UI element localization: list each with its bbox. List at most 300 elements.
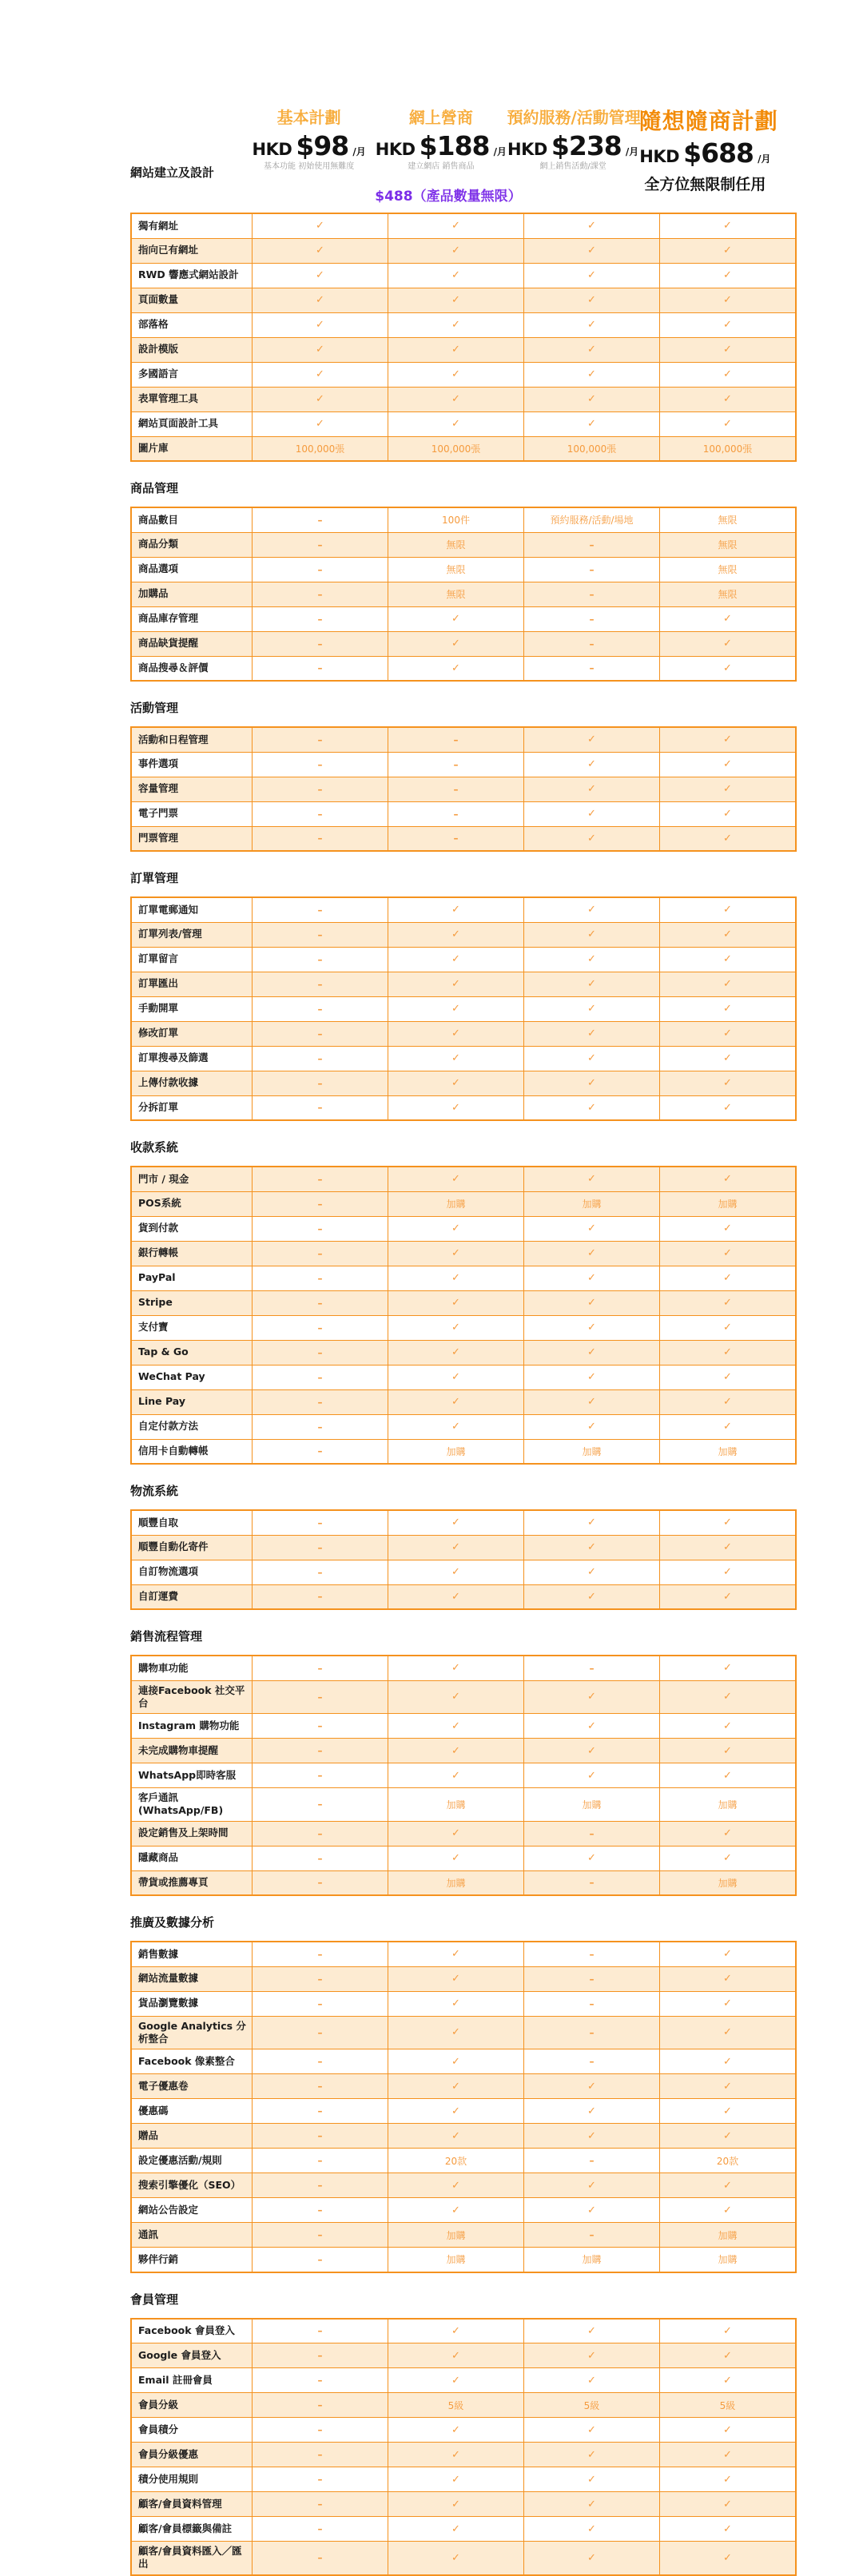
plan-price xyxy=(243,130,375,161)
check-icon: ✓ xyxy=(587,2498,596,2510)
value-cell xyxy=(660,436,797,461)
row-label: 活動和日程管理 xyxy=(131,727,253,752)
cell-value: 加購 xyxy=(718,1877,738,1889)
value-cell xyxy=(660,238,797,263)
value-cell xyxy=(524,436,660,461)
cell-value: 無限 xyxy=(718,589,738,600)
check-icon: ✓ xyxy=(723,1744,732,1757)
value-cell xyxy=(660,1365,797,1389)
value-cell xyxy=(253,1942,388,1966)
dash-icon: – xyxy=(317,2105,323,2117)
value-cell xyxy=(388,2198,524,2223)
value-cell xyxy=(253,1266,388,1290)
table-row xyxy=(131,2418,796,2443)
price-currency: HKD xyxy=(375,140,416,159)
check-icon: ✓ xyxy=(451,2026,460,2039)
check-icon: ✓ xyxy=(587,2551,596,2564)
dash-icon: – xyxy=(317,904,323,916)
value-cell xyxy=(388,972,524,996)
comparison-table xyxy=(130,1509,797,1610)
check-icon: ✓ xyxy=(587,1101,596,1114)
value-cell xyxy=(524,1788,660,1822)
table-row xyxy=(131,656,796,681)
cell-value: 加購 xyxy=(446,1799,466,1811)
check-icon: ✓ xyxy=(451,2522,460,2535)
check-icon: ✓ xyxy=(723,1852,732,1864)
dash-icon: – xyxy=(317,1102,323,1114)
check-icon: ✓ xyxy=(451,662,460,674)
value-cell xyxy=(660,947,797,972)
section-title: 會員管理 xyxy=(130,2292,179,2307)
row-label: 自訂物流選項 xyxy=(131,1560,253,1584)
table-row xyxy=(131,213,796,238)
price-amount: $688 xyxy=(683,137,754,169)
check-icon: ✓ xyxy=(723,953,732,965)
value-cell xyxy=(660,1714,797,1739)
value-cell xyxy=(660,752,797,777)
value-cell xyxy=(388,411,524,436)
value-cell xyxy=(388,2149,524,2173)
check-icon: ✓ xyxy=(587,2324,596,2337)
price-per: /月 xyxy=(625,146,639,157)
value-cell xyxy=(253,1510,388,1535)
value-cell xyxy=(388,1584,524,1609)
dash-icon: – xyxy=(317,1173,323,1185)
value-cell xyxy=(253,2248,388,2272)
check-icon: ✓ xyxy=(316,344,324,356)
check-icon: ✓ xyxy=(723,1297,732,1309)
value-cell xyxy=(660,1788,797,1822)
table-row xyxy=(131,1095,796,1120)
value-cell xyxy=(524,2198,660,2223)
check-icon: ✓ xyxy=(451,294,460,306)
value-cell xyxy=(524,1510,660,1535)
table-row xyxy=(131,2343,796,2368)
table-row xyxy=(131,1389,796,1414)
row-label: 表單管理工具 xyxy=(131,387,253,411)
check-icon: ✓ xyxy=(723,1719,732,1732)
row-label: 商品數目 xyxy=(131,507,253,532)
value-cell xyxy=(524,826,660,851)
table-row xyxy=(131,2049,796,2074)
cell-value: 加購 xyxy=(718,1799,738,1811)
value-cell xyxy=(388,337,524,362)
table-row xyxy=(131,606,796,631)
dash-icon: – xyxy=(317,2325,323,2337)
check-icon: ✓ xyxy=(723,733,732,746)
dash-icon: – xyxy=(317,1720,323,1731)
dash-icon: – xyxy=(317,2375,323,2386)
value-cell xyxy=(253,656,388,681)
check-icon: ✓ xyxy=(451,1272,460,1284)
check-icon: ✓ xyxy=(451,1371,460,1383)
value-cell xyxy=(660,2517,797,2542)
plan-column xyxy=(375,108,522,205)
check-icon: ✓ xyxy=(587,1541,596,1553)
table-row xyxy=(131,1535,796,1560)
dash-icon: – xyxy=(317,1346,323,1358)
check-icon: ✓ xyxy=(723,2055,732,2068)
value-cell xyxy=(388,1191,524,1216)
row-label: 顧客/會員資料管理 xyxy=(131,2492,253,2517)
check-icon: ✓ xyxy=(723,2473,732,2486)
value-cell xyxy=(253,777,388,801)
dash-icon: – xyxy=(453,733,459,745)
cell-value: 5級 xyxy=(447,2399,464,2411)
table-row xyxy=(131,972,796,996)
cell-value: 100,000張 xyxy=(702,443,753,455)
price-currency: HKD xyxy=(639,147,680,167)
dash-icon: – xyxy=(317,1852,323,1864)
dash-icon: – xyxy=(317,1052,323,1064)
table-row xyxy=(131,1290,796,1315)
plan-subtitle: 建立網店 銷售商品 xyxy=(408,162,475,171)
table-row xyxy=(131,337,796,362)
value-cell xyxy=(388,1870,524,1895)
check-icon: ✓ xyxy=(723,1272,732,1284)
value-cell xyxy=(253,1656,388,1680)
dash-icon: – xyxy=(317,1272,323,1284)
value-cell xyxy=(524,2368,660,2393)
row-label: 帶貨或推薦專頁 xyxy=(131,1870,253,1895)
value-cell xyxy=(253,1191,388,1216)
value-cell xyxy=(660,1046,797,1071)
row-label: 商品庫存管理 xyxy=(131,606,253,631)
value-cell xyxy=(524,238,660,263)
check-icon: ✓ xyxy=(451,368,460,380)
check-icon: ✓ xyxy=(723,2423,732,2436)
check-icon: ✓ xyxy=(723,1998,732,2010)
table-row xyxy=(131,897,796,922)
value-cell xyxy=(660,411,797,436)
check-icon: ✓ xyxy=(587,733,596,746)
value-cell xyxy=(388,2393,524,2418)
value-cell xyxy=(388,922,524,947)
check-icon: ✓ xyxy=(451,1077,460,1089)
check-icon: ✓ xyxy=(451,1719,460,1732)
plan-subtitle: 全方位無限制任用 xyxy=(644,176,766,194)
feature-section xyxy=(130,1914,771,2273)
value-cell xyxy=(524,2016,660,2049)
table-row xyxy=(131,362,796,387)
value-cell xyxy=(524,1021,660,1046)
row-label: 訂單搜尋及篩選 xyxy=(131,1046,253,1071)
check-icon: ✓ xyxy=(451,1541,460,1553)
dash-icon: – xyxy=(589,539,595,551)
value-cell xyxy=(253,1739,388,1763)
row-label: 積分使用規則 xyxy=(131,2467,253,2492)
value-cell xyxy=(388,238,524,263)
dash-icon: – xyxy=(317,2155,323,2166)
value-cell xyxy=(253,1439,388,1464)
value-cell xyxy=(524,1656,660,1680)
value-cell xyxy=(660,2368,797,2393)
value-cell xyxy=(660,777,797,801)
value-cell xyxy=(388,1290,524,1315)
check-icon: ✓ xyxy=(723,244,732,256)
value-cell xyxy=(388,1389,524,1414)
value-cell xyxy=(524,1991,660,2016)
value-cell xyxy=(660,2124,797,2149)
check-icon: ✓ xyxy=(451,220,460,233)
value-cell xyxy=(253,213,388,238)
check-icon: ✓ xyxy=(587,319,596,331)
table-row xyxy=(131,1584,796,1609)
dash-icon: – xyxy=(589,2229,595,2240)
table-row xyxy=(131,312,796,337)
value-cell xyxy=(388,532,524,557)
check-icon: ✓ xyxy=(451,418,460,430)
check-icon: ✓ xyxy=(451,1590,460,1603)
cell-value: 加購 xyxy=(718,1199,738,1210)
value-cell xyxy=(660,312,797,337)
table-row xyxy=(131,1714,796,1739)
value-cell xyxy=(388,1439,524,1464)
plan-subtitle: 網上銷售活動/課堂 xyxy=(539,162,606,171)
price-per: /月 xyxy=(352,146,366,157)
check-icon: ✓ xyxy=(451,1662,460,1675)
check-icon: ✓ xyxy=(723,1247,732,1259)
value-cell xyxy=(253,2099,388,2124)
value-cell xyxy=(524,1560,660,1584)
value-cell xyxy=(660,801,797,826)
row-label: Line Pay xyxy=(131,1389,253,1414)
dash-icon: – xyxy=(317,1247,323,1259)
table-row xyxy=(131,777,796,801)
check-icon: ✓ xyxy=(587,220,596,233)
check-icon: ✓ xyxy=(723,220,732,233)
value-cell xyxy=(388,631,524,656)
value-cell xyxy=(524,1714,660,1739)
value-cell xyxy=(253,2049,388,2074)
dash-icon: – xyxy=(589,1877,595,1889)
check-icon: ✓ xyxy=(723,758,732,770)
dash-icon: – xyxy=(317,1322,323,1334)
row-label: Facebook 會員登入 xyxy=(131,2319,253,2343)
table-row xyxy=(131,2074,796,2099)
check-icon: ✓ xyxy=(723,1691,732,1703)
dash-icon: – xyxy=(589,2026,595,2038)
value-cell xyxy=(660,972,797,996)
row-label: 貨品瀏覽數據 xyxy=(131,1991,253,2016)
check-icon: ✓ xyxy=(723,1396,732,1408)
plan-column xyxy=(638,108,778,194)
value-cell xyxy=(660,1870,797,1895)
check-icon: ✓ xyxy=(316,269,324,281)
value-cell xyxy=(253,238,388,263)
row-label: 客戶通訊(WhatsApp/FB) xyxy=(131,1788,253,1822)
row-label: RWD 響應式網站設計 xyxy=(131,263,253,288)
value-cell xyxy=(253,752,388,777)
cell-value: 加購 xyxy=(718,2229,738,2241)
dash-icon: – xyxy=(317,2130,323,2141)
value-cell xyxy=(388,606,524,631)
check-icon: ✓ xyxy=(316,418,324,430)
table-row xyxy=(131,801,796,826)
check-icon: ✓ xyxy=(451,613,460,625)
check-icon: ✓ xyxy=(587,758,596,770)
value-cell xyxy=(388,1821,524,1846)
dash-icon: – xyxy=(317,928,323,940)
table-row xyxy=(131,996,796,1021)
section-title: 訂單管理 xyxy=(130,871,179,885)
cell-value: 無限 xyxy=(718,539,738,551)
value-cell xyxy=(660,1071,797,1095)
value-cell xyxy=(660,1216,797,1241)
check-icon: ✓ xyxy=(587,1346,596,1358)
dash-icon: – xyxy=(317,1691,323,1703)
value-cell xyxy=(388,1656,524,1680)
value-cell xyxy=(660,1340,797,1365)
feature-section xyxy=(130,213,771,462)
check-icon: ✓ xyxy=(587,1028,596,1040)
value-cell xyxy=(524,1315,660,1340)
table-row xyxy=(131,532,796,557)
plan-price xyxy=(639,137,771,169)
value-cell xyxy=(253,387,388,411)
cell-value: 20款 xyxy=(444,2155,467,2167)
check-icon: ✓ xyxy=(723,1101,732,1114)
check-icon: ✓ xyxy=(451,928,460,940)
check-icon: ✓ xyxy=(451,1173,460,1186)
value-cell xyxy=(660,263,797,288)
value-cell xyxy=(660,996,797,1021)
value-cell xyxy=(660,2319,797,2343)
dash-icon: – xyxy=(317,1222,323,1234)
dash-icon: – xyxy=(317,2253,323,2265)
section-title: 網站建立及設計 xyxy=(130,165,215,180)
value-cell xyxy=(253,2418,388,2443)
check-icon: ✓ xyxy=(451,244,460,256)
value-cell xyxy=(660,337,797,362)
value-cell xyxy=(524,2099,660,2124)
check-icon: ✓ xyxy=(451,2055,460,2068)
check-icon: ✓ xyxy=(587,1396,596,1408)
table-row xyxy=(131,1680,796,1714)
check-icon: ✓ xyxy=(587,2473,596,2486)
cell-value: 無限 xyxy=(718,564,738,575)
table-row xyxy=(131,1846,796,1870)
check-icon: ✓ xyxy=(723,2026,732,2039)
value-cell xyxy=(388,2542,524,2575)
value-cell xyxy=(253,996,388,1021)
table-row xyxy=(131,2248,796,2272)
check-icon: ✓ xyxy=(723,1028,732,1040)
value-cell xyxy=(253,337,388,362)
value-cell xyxy=(388,1739,524,1763)
comparison-table xyxy=(130,726,797,852)
table-row xyxy=(131,2149,796,2173)
value-cell xyxy=(660,1315,797,1340)
dash-icon: – xyxy=(589,1827,595,1839)
dash-icon: – xyxy=(317,1566,323,1578)
check-icon: ✓ xyxy=(723,1003,732,1015)
value-cell xyxy=(388,2319,524,2343)
check-icon: ✓ xyxy=(587,2423,596,2436)
value-cell xyxy=(388,2443,524,2467)
row-label: 多國語言 xyxy=(131,362,253,387)
value-cell xyxy=(388,436,524,461)
value-cell xyxy=(524,1365,660,1389)
table-row xyxy=(131,2393,796,2418)
value-cell xyxy=(524,213,660,238)
table-row xyxy=(131,1046,796,1071)
value-cell xyxy=(660,2542,797,2575)
value-cell xyxy=(388,727,524,752)
header-label-column xyxy=(130,109,243,205)
value-cell xyxy=(524,1535,660,1560)
row-label: 銀行轉帳 xyxy=(131,1241,253,1266)
value-cell xyxy=(660,631,797,656)
dash-icon: – xyxy=(317,2552,323,2564)
check-icon: ✓ xyxy=(316,368,324,380)
check-icon: ✓ xyxy=(451,1322,460,1334)
value-cell xyxy=(524,1846,660,1870)
dash-icon: – xyxy=(317,1662,323,1674)
table-row xyxy=(131,752,796,777)
dash-icon: – xyxy=(317,953,323,965)
value-cell xyxy=(660,2074,797,2099)
plan-column xyxy=(243,109,375,172)
check-icon: ✓ xyxy=(723,1421,732,1433)
check-icon: ✓ xyxy=(451,269,460,281)
value-cell xyxy=(388,1046,524,1071)
dash-icon: – xyxy=(317,1799,323,1811)
value-cell xyxy=(660,1560,797,1584)
dash-icon: – xyxy=(317,613,323,625)
value-cell xyxy=(388,2517,524,2542)
row-label: Google Analytics 分析整合 xyxy=(131,2016,253,2049)
check-icon: ✓ xyxy=(451,978,460,990)
row-label: 商品分類 xyxy=(131,532,253,557)
value-cell xyxy=(253,2492,388,2517)
value-cell xyxy=(253,362,388,387)
row-label: Facebook 像素整合 xyxy=(131,2049,253,2074)
dash-icon: – xyxy=(317,588,323,600)
value-cell xyxy=(660,1656,797,1680)
check-icon: ✓ xyxy=(587,1691,596,1703)
check-icon: ✓ xyxy=(451,2498,460,2510)
check-icon: ✓ xyxy=(723,393,732,405)
value-cell xyxy=(253,1763,388,1788)
price-amount: $98 xyxy=(296,130,349,161)
check-icon: ✓ xyxy=(587,2448,596,2461)
check-icon: ✓ xyxy=(587,1566,596,1578)
row-label: Stripe xyxy=(131,1290,253,1315)
value-cell xyxy=(660,532,797,557)
check-icon: ✓ xyxy=(587,1052,596,1064)
value-cell xyxy=(524,2343,660,2368)
dash-icon: – xyxy=(317,1445,323,1457)
value-cell xyxy=(660,727,797,752)
check-icon: ✓ xyxy=(587,2129,596,2142)
value-cell xyxy=(253,727,388,752)
value-cell xyxy=(388,387,524,411)
check-icon: ✓ xyxy=(587,1744,596,1757)
row-label: 訂單電郵通知 xyxy=(131,897,253,922)
value-cell xyxy=(524,1414,660,1439)
dash-icon: – xyxy=(317,1077,323,1089)
table-row xyxy=(131,263,796,288)
value-cell xyxy=(524,972,660,996)
dash-icon: – xyxy=(317,2498,323,2510)
check-icon: ✓ xyxy=(723,294,732,306)
check-icon: ✓ xyxy=(451,2129,460,2142)
check-icon: ✓ xyxy=(587,294,596,306)
table-row xyxy=(131,1071,796,1095)
value-cell xyxy=(388,1414,524,1439)
value-cell xyxy=(660,1991,797,2016)
